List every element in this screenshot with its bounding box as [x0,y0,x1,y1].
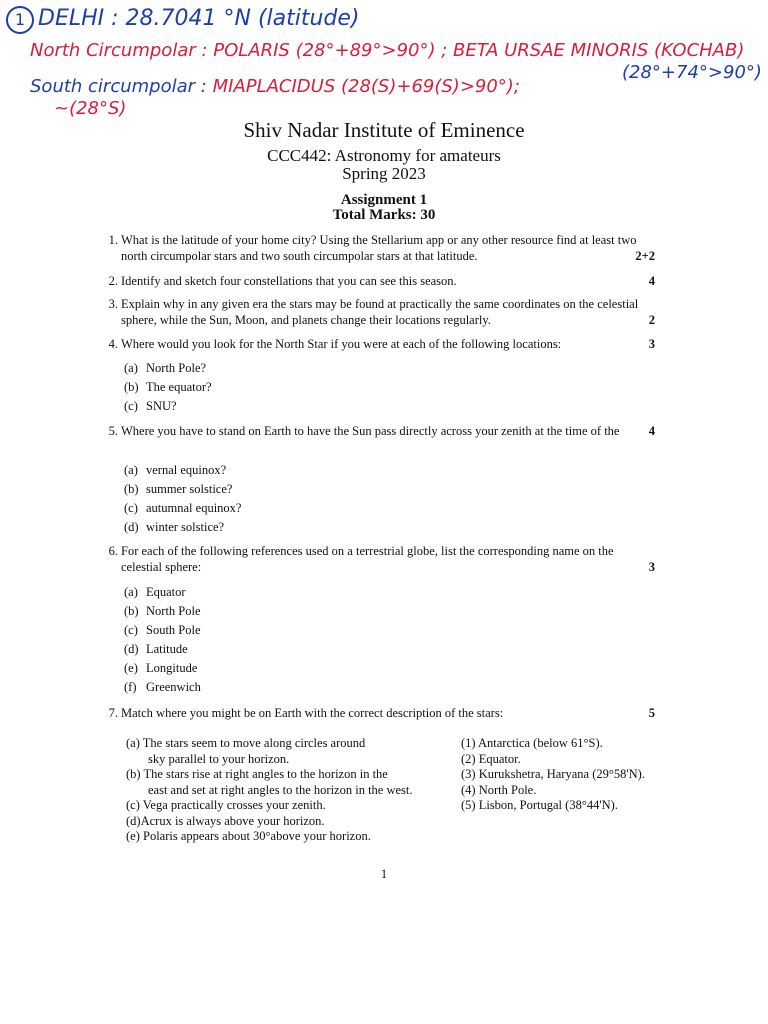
circled-number: 1 [6,6,34,34]
match-left-item: (c) Vega practically crosses your zenith. [126,798,326,812]
question-5-part: (a) vernal equinox? [124,463,227,477]
handwritten-note-kochab-calc: (28°+74°>90°) [622,62,762,83]
match-right-item: (4) North Pole. [461,782,537,797]
handwritten-note-latitude: 1 DELHI : 28.7041 °N (latitude) [6,6,360,34]
handwritten-note-south-circumpolar: South circumpolar : MIAPLACIDUS (28(S)+69(S)>90°); [30,76,520,97]
question-2: 2. Identify and sketch four constellations that you can see this season. 4 [108,274,655,288]
question-5-part: (b) summer solstice? [124,482,233,496]
term-title: Spring 2023 [342,164,426,183]
match-left-item: sky parallel to your horizon. [148,751,290,766]
match-left-item: (d)Acrux is always above your horizon. [126,813,325,828]
question-4-part: (a) North Pole? [124,361,207,375]
match-locations [461,736,645,814]
question-6-part: (e) Longitude [124,661,198,675]
question-4-part: (c) SNU? [124,399,177,413]
question-4-part: (b) The equator? [124,380,212,394]
assignment-title: Assignment 1 [340,192,428,208]
question-6: 6. For each of the following references used on a terrestrial globe, list the corresponding name on the celestial sphere: 3 [108,544,655,574]
match-right-item: (2) Equator. [461,751,521,766]
question-5: 5. Where you have to stand on Earth to have the Sun pass directly across your zenith at the time of the 4 [108,424,655,438]
question-6-part: (d) Latitude [124,642,188,656]
question-6-part: (c) South Pole [124,623,201,637]
page-number: 1 [380,867,388,881]
question-1: 1. What is the latitude of your home city? Using the Stellarium app or any other resource find at least two north circumpolar stars and two south circumpolar stars at that latitude. 2+2 [108,233,655,263]
handwritten-note-north-circumpolar: North Circumpolar : POLARIS (28°+89°>90°) ; BETA URSAE MINORIS (KOCHAB) [30,40,745,61]
match-left-item: east and set at right angles to the horizon in the west. [148,782,413,797]
total-marks: Total Marks: 30 [332,207,436,223]
match-left-item: (a) The stars seem to move along circles around [126,736,366,750]
question-5-part: (d) winter solstice? [124,520,225,534]
question-4: 4. Where would you look for the North Star if you were at each of the following locations: 3 [108,337,655,351]
match-right-item: (1) Antarctica (below 61°S). [461,736,603,750]
institute-title: Shiv Nadar Institute of Eminence [243,118,525,142]
match-left-item: (b) The stars rise at right angles to the horizon in the [126,767,388,781]
question-5-part: (c) autumnal equinox? [124,501,242,515]
question-6-part: (f) Greenwich [124,680,201,694]
match-right-item: (3) Kurukshetra, Haryana (29°58'N). [461,767,645,781]
question-3: 3. Explain why in any given era the stars may be found at practically the same coordinates on the celestial sphere, while the Sun, Moon, and planets change their locations regularly. 2 [108,297,655,327]
match-left-item: (e) Polaris appears about 30°above your horizon. [126,829,371,843]
question-6-part: (b) North Pole [124,604,201,618]
course-title: CCC442: Astronomy for amateurs [267,146,501,165]
match-right-item: (5) Lisbon, Portugal (38°44'N). [461,798,618,812]
question-7: 7. Match where you might be on Earth with the correct description of the stars: 5 [108,706,655,720]
question-6-part: (a) Equator [124,585,186,599]
match-descriptions [126,736,413,845]
handwritten-note-latitude-south: ~(28°S) [54,98,127,119]
